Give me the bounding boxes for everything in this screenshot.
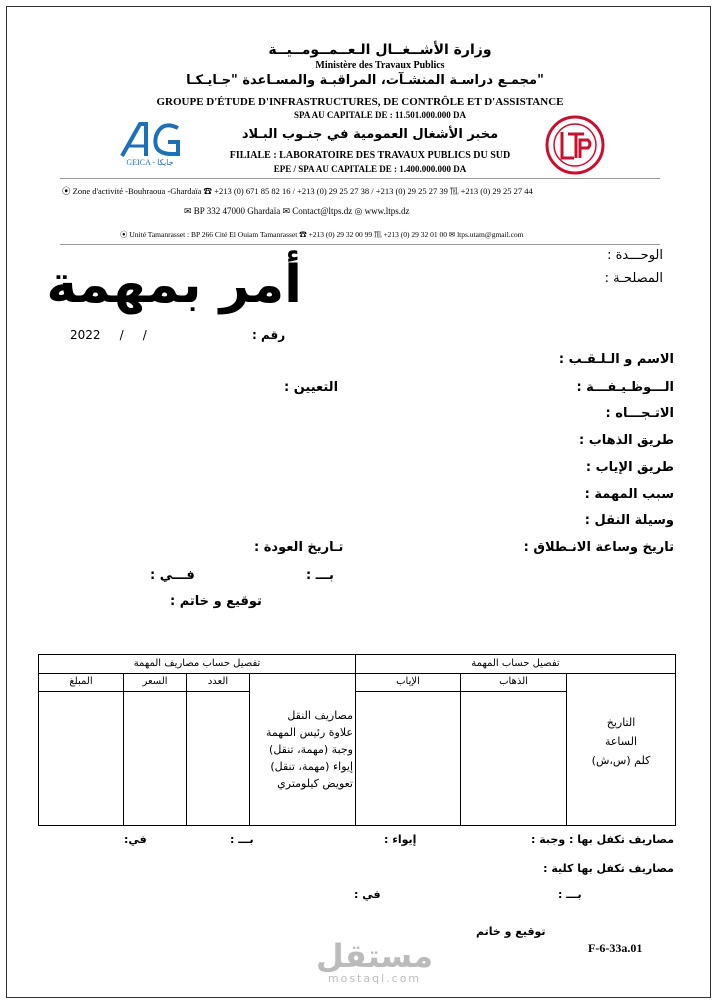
lodging: إيواء : bbox=[384, 833, 417, 846]
on-field: فـــي : bbox=[150, 568, 195, 583]
appointment-field: التعيين : bbox=[284, 380, 339, 395]
group-ar: مجمـع دراسـة المنشـآت، المراقبـة والمسـاعدة "جـايـكـا" bbox=[186, 73, 544, 88]
sign-field: توقيع و خاتم : bbox=[170, 594, 262, 609]
meal-costs: مصاريف تكفل بها : وجبة : bbox=[531, 833, 674, 846]
return-date-field: تـاريخ العودة : bbox=[254, 540, 344, 555]
right-table-title: تفصيل حساب المهمة bbox=[471, 658, 560, 669]
unit-email: ltps.utam@gmail.com bbox=[457, 230, 524, 239]
form-reference: F-6-33a.01 bbox=[588, 941, 643, 955]
geica-label: GEICA - جايكا bbox=[126, 158, 174, 167]
contact-line-2 bbox=[184, 206, 410, 217]
expense-meal: وجبة (مهمة، تنقل) bbox=[269, 743, 353, 756]
unit-fax: +213 (0) 29 32 01 00 bbox=[383, 230, 448, 239]
footer-on: في: bbox=[124, 833, 147, 846]
col-count: العدد bbox=[207, 676, 229, 687]
unit-phone: +213 (0) 29 32 00 99 bbox=[308, 230, 373, 239]
date-value: 2022 / / bbox=[70, 328, 147, 342]
location-icon-2: ⦿ bbox=[120, 230, 130, 239]
filiale-capital: EPE / SPA AU CAPITALE DE : 1.400.000.000 DA bbox=[273, 164, 467, 174]
job-field: الـــوظـيـفـــة : bbox=[576, 380, 674, 395]
watermark-latin: mostaql.com bbox=[327, 972, 422, 985]
footer-at-2: بـــ : bbox=[558, 888, 582, 901]
footer-sign: توقيع و خاتم bbox=[476, 925, 546, 938]
ltps-logo bbox=[544, 114, 606, 176]
contact-line-3 bbox=[120, 229, 524, 240]
phones: +213 (0) 671 85 82 16 / +213 (0) 29 25 27 38 / +213 (0) 29 25 27 39 bbox=[214, 186, 448, 196]
unit-address: Unité Tamanrasset : BP 266 Cité El Ouiam Tamanrasset bbox=[129, 230, 298, 239]
reason-field: سبب المهمة : bbox=[584, 487, 674, 502]
location-icon: ⦿ bbox=[62, 186, 71, 196]
website[interactable]: www.ltps.dz bbox=[364, 206, 410, 216]
number-label: رقم : bbox=[252, 328, 286, 342]
col-amount: المبلغ bbox=[69, 676, 93, 687]
service-label: المصلحـة : bbox=[604, 271, 663, 286]
departure-field: تاريخ وساعة الانـطلاق : bbox=[523, 540, 674, 555]
footer-on-2: في : bbox=[354, 888, 381, 901]
filiale-fr: FILIALE : LABORATOIRE DES TRAVAUX PUBLICS DU SUD bbox=[229, 150, 511, 161]
header-divider bbox=[60, 178, 660, 179]
document-title: أمر بمهمة bbox=[46, 255, 302, 315]
contact-line-1 bbox=[62, 185, 533, 197]
left-table-title: تفصيل حساب مصاريف المهمة bbox=[133, 658, 261, 669]
route-back-field: طريق الإياب : bbox=[585, 460, 674, 475]
name-field: الاسم و الـلـقـب : bbox=[558, 352, 674, 367]
full-costs: مصاريف تكفل بها كلية : bbox=[543, 862, 674, 875]
ministry-ar: وزارة الأشــغــال الـعــمــومــيــة bbox=[268, 42, 492, 58]
expense-chief-allowance: علاوة رئيس المهمة bbox=[265, 726, 353, 739]
watermark-ar: مستقل bbox=[316, 937, 434, 975]
web-icon: ◎ bbox=[354, 206, 365, 216]
fax: +213 (0) 29 25 27 44 bbox=[460, 186, 533, 196]
expense-km: تعويض كيلومتري bbox=[277, 777, 353, 790]
col-return: الإياب bbox=[396, 676, 420, 687]
contact-divider bbox=[60, 244, 660, 245]
fax-icon-2: ℡ bbox=[374, 230, 384, 239]
unit-label: الوحـــدة : bbox=[607, 248, 663, 263]
row-labels bbox=[569, 713, 673, 770]
bp: BP 332 47000 Ghardaïa bbox=[193, 206, 281, 216]
phone-icon-2: ☎ bbox=[299, 230, 309, 239]
address: Zone d'activité -Bouhraoua -Ghardaïa bbox=[72, 186, 202, 196]
lab-ar: مخبر الأشغال العمومية في جنـوب البـلاد bbox=[241, 127, 499, 142]
expense-lodging: إيواء (مهمة، تنقل) bbox=[270, 760, 353, 773]
group-capital: SPA AU CAPITALE DE : 11.501.000.000 DA bbox=[294, 110, 466, 120]
email-icon: ✉ bbox=[282, 206, 293, 216]
phone-icon: ☎ bbox=[203, 186, 215, 196]
watermark bbox=[316, 937, 434, 985]
row-km: كلم (س،ش) bbox=[591, 754, 651, 767]
mailbox-icon: ✉ bbox=[184, 206, 194, 216]
ministry-fr: Ministère des Travaux Publics bbox=[315, 60, 445, 71]
direction-field: الاتـجـــاه : bbox=[605, 406, 674, 421]
row-date: التاريخ bbox=[606, 716, 636, 729]
fax-icon: ℡ bbox=[450, 186, 461, 196]
footer-at: بـــ : bbox=[230, 833, 254, 846]
email-icon-2: ✉ bbox=[448, 230, 458, 239]
expenses-list bbox=[253, 707, 353, 792]
group-fr: GROUPE D'ÉTUDE D'INFRASTRUCTURES, DE CONTRÔLE ET D'ASSISTANCE bbox=[156, 96, 564, 108]
route-go-field: طريق الذهاب : bbox=[579, 433, 674, 448]
col-go: الذهاب bbox=[499, 676, 528, 687]
at-field: بـــ : bbox=[306, 568, 334, 583]
row-time: الساعة bbox=[604, 735, 638, 748]
col-price: السعر bbox=[142, 676, 168, 687]
transport-field: وسيلة النقل : bbox=[584, 513, 674, 528]
expense-transport: مصاريف النقل bbox=[287, 709, 353, 722]
expenses-table bbox=[38, 654, 676, 826]
email[interactable]: Contact@ltps.dz bbox=[292, 206, 353, 216]
